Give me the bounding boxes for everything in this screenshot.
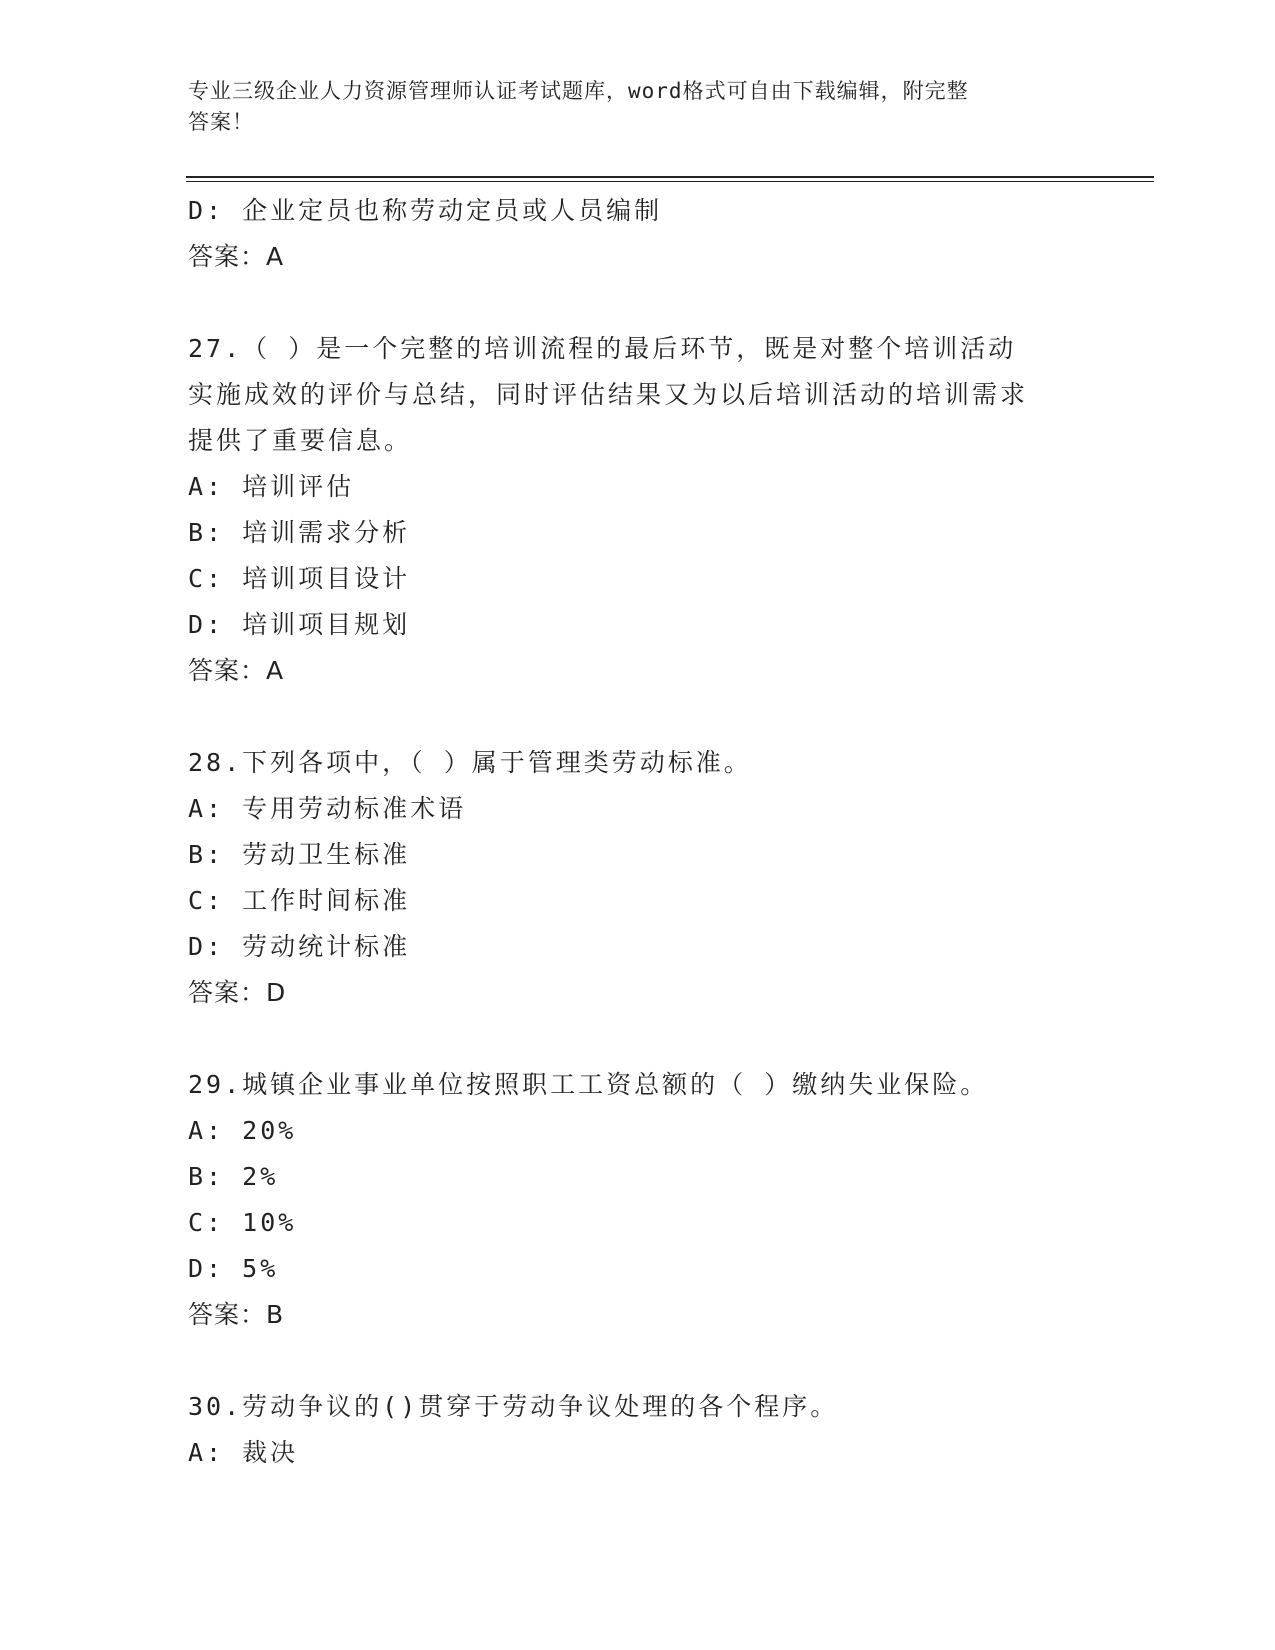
question-stem-line: 30.劳动争议的()贯穿于劳动争议处理的各个程序。 bbox=[188, 1392, 839, 1421]
option-b: B: 劳动卫生标准 bbox=[188, 840, 411, 869]
header-line-1: 专业三级企业人力资源管理师认证考试题库，word格式可自由下载编辑，附完整 bbox=[188, 79, 969, 103]
option-d: D: 培训项目规划 bbox=[188, 610, 411, 639]
question-stem-line: 27.（ ）是一个完整的培训流程的最后环节，既是对整个培训活动 bbox=[188, 334, 1017, 363]
option-c: C: 10% bbox=[188, 1208, 297, 1237]
question-stem-line: 实施成效的评价与总结，同时评估结果又为以后培训活动的培训需求 bbox=[188, 380, 1029, 409]
answer: 答案：D bbox=[188, 978, 287, 1007]
question-27 bbox=[188, 326, 1088, 694]
answer: 答案：B bbox=[188, 1300, 285, 1329]
option-c: C: 培训项目设计 bbox=[188, 564, 411, 593]
carryover-option-d: D: 企业定员也称劳动定员或人员编制 bbox=[188, 196, 663, 225]
question-stem-line: 提供了重要信息。 bbox=[188, 426, 413, 455]
option-a: A: 20% bbox=[188, 1116, 297, 1145]
option-b: B: 2% bbox=[188, 1162, 279, 1191]
option-a: A: 培训评估 bbox=[188, 472, 355, 501]
question-28 bbox=[188, 740, 1088, 1016]
question-stem-line: 28.下列各项中，（ ）属于管理类劳动标准。 bbox=[188, 748, 752, 777]
carryover-answer: 答案：A bbox=[188, 242, 285, 271]
option-a: A: 专用劳动标准术语 bbox=[188, 794, 467, 823]
header-rule-thin bbox=[186, 181, 1154, 182]
spacer bbox=[188, 1338, 1088, 1384]
question-30 bbox=[188, 1384, 1088, 1476]
document-header bbox=[188, 76, 1088, 138]
question-stem-line: 29.城镇企业事业单位按照职工工资总额的（ ）缴纳失业保险。 bbox=[188, 1070, 989, 1099]
spacer bbox=[188, 280, 1088, 326]
spacer bbox=[188, 694, 1088, 740]
header-rule-thick bbox=[186, 176, 1154, 178]
answer: 答案：A bbox=[188, 656, 285, 685]
option-d: D: 劳动统计标准 bbox=[188, 932, 411, 961]
option-a: A: 裁决 bbox=[188, 1438, 299, 1467]
option-d: D: 5% bbox=[188, 1254, 279, 1283]
header-line-2: 答案！ bbox=[188, 110, 254, 134]
question-list bbox=[188, 188, 1088, 1476]
option-b: B: 培训需求分析 bbox=[188, 518, 411, 547]
option-c: C: 工作时间标准 bbox=[188, 886, 411, 915]
spacer bbox=[188, 1016, 1088, 1062]
question-29 bbox=[188, 1062, 1088, 1338]
